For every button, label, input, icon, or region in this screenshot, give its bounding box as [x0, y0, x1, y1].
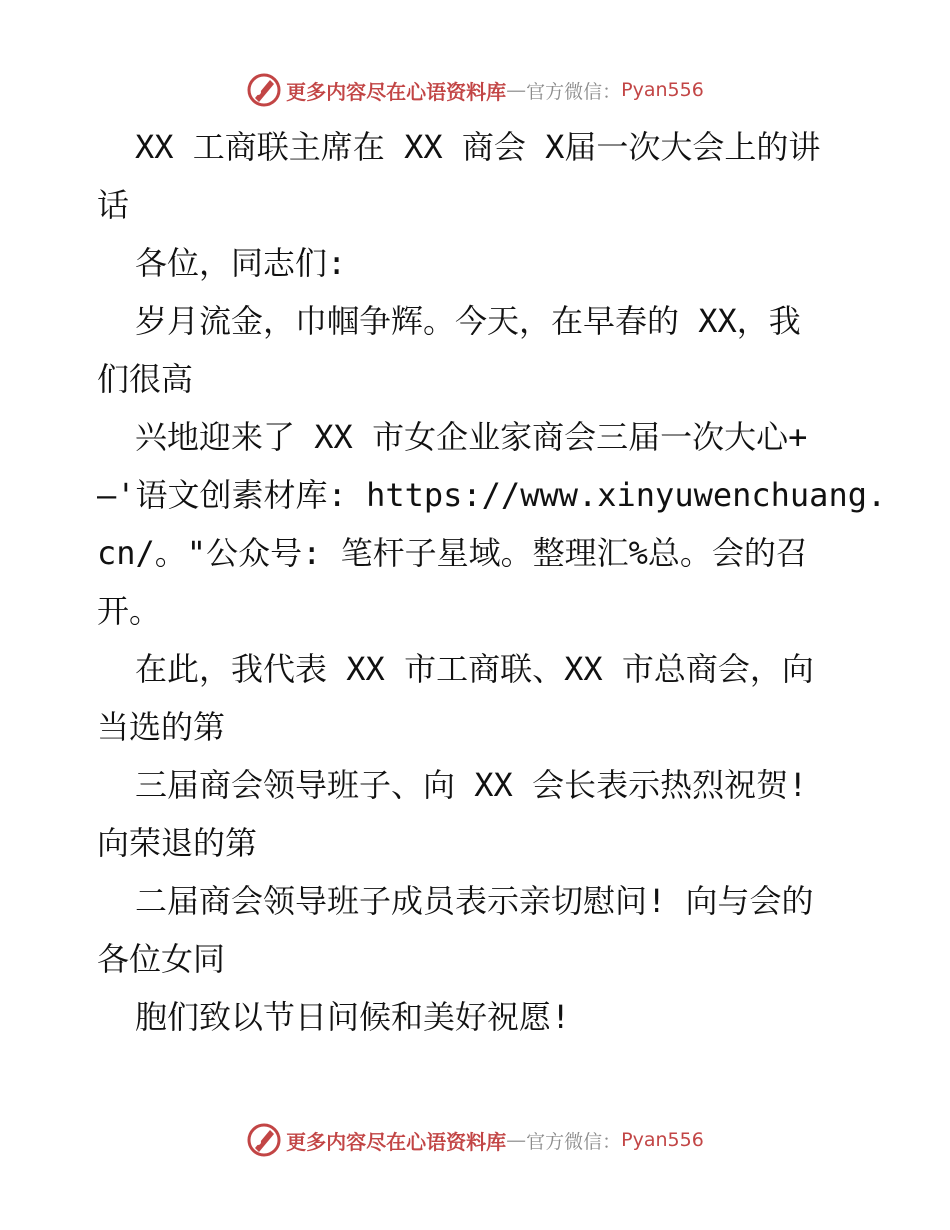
brand-logo-icon — [246, 72, 282, 108]
doc-paragraph-line: 二届商会领导班子成员表示亲切慰问! 向与会的 — [135, 882, 814, 920]
banner-separator: — — [506, 78, 527, 102]
doc-paragraph-line: 岁月流金，巾帼争辉。今天，在早春的 XX，我 — [135, 302, 801, 340]
footer-watermark-banner — [0, 1120, 950, 1160]
doc-paragraph-line: 胞们致以节日问候和美好祝愿! — [135, 998, 571, 1036]
doc-title-line-2: 话 — [97, 186, 130, 224]
doc-salutation: 各位，同志们: — [135, 244, 347, 282]
doc-paragraph-line: 向荣退的第 — [97, 824, 258, 862]
doc-paragraph-line: 们很高 — [97, 360, 194, 398]
banner-wechat-label: 官方微信： — [526, 1130, 622, 1153]
doc-paragraph-line: 兴地迎来了 XX 市女企业家商会三届一次大心+ — [135, 418, 808, 456]
doc-paragraph-line: 三届商会领导班子、向 XX 会长表示热烈祝贺! — [135, 766, 808, 804]
brand-logo-icon — [246, 1122, 282, 1158]
banner-brand-text: 更多内容尽在心语资料库 — [286, 1129, 507, 1154]
header-watermark-banner — [0, 70, 950, 110]
doc-paragraph-line: 当选的第 — [97, 708, 226, 746]
banner-separator: — — [506, 1128, 527, 1152]
doc-paragraph-line: 开。 — [97, 592, 162, 630]
doc-paragraph-line: cn/。"公众号: 笔杆子星域。整理汇%总。会的召 — [97, 534, 808, 572]
doc-title-line-1: XX 工商联主席在 XX 商会 X届一次大会上的讲 — [135, 128, 821, 166]
banner-wechat-id: Pyan556 — [621, 1129, 704, 1151]
banner-wechat-label: 官方微信： — [526, 80, 622, 103]
doc-paragraph-line: 各位女同 — [97, 940, 226, 978]
banner-wechat-id: Pyan556 — [621, 79, 704, 101]
doc-paragraph-line: 在此，我代表 XX 市工商联、XX 市总商会，向 — [135, 650, 814, 688]
doc-paragraph-line: —'语文创素材库: https://www.xinyuwenchuang. — [97, 476, 887, 514]
banner-brand-text: 更多内容尽在心语资料库 — [286, 79, 507, 104]
